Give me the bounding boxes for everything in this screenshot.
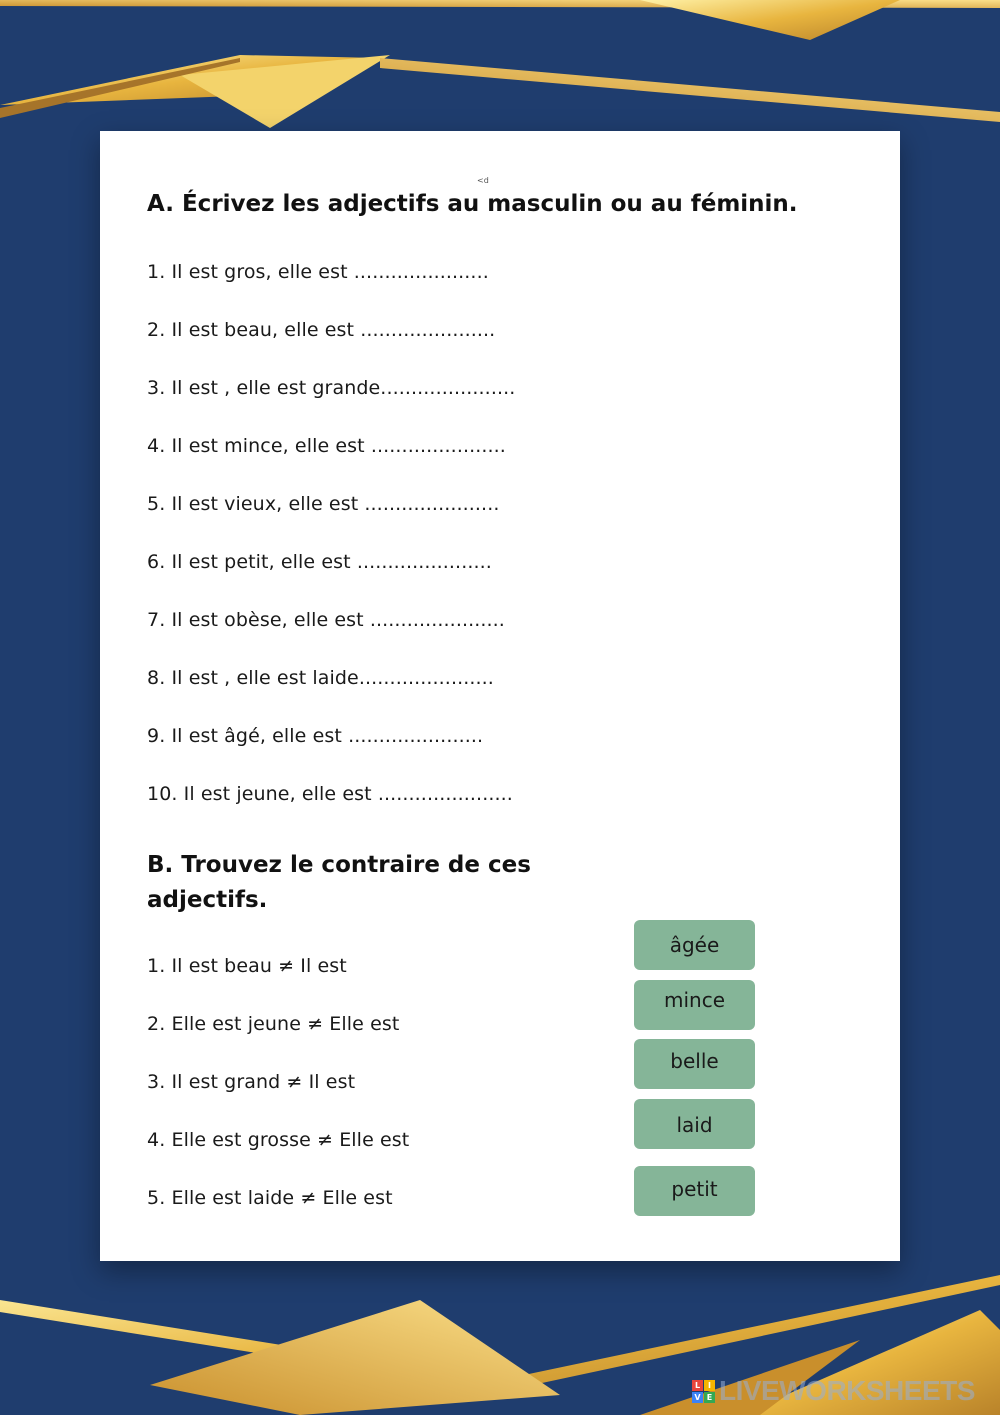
section-a-item: 4. Il est mince, elle est ...................... (147, 435, 506, 457)
section-a-item: 6. Il est petit, elle est ...................... (147, 551, 492, 573)
word-chip-mince[interactable]: mince (634, 980, 755, 1030)
section-a-title: A. Écrivez les adjectifs au masculin ou au féminin. (147, 191, 798, 217)
section-b-title (147, 848, 567, 918)
logo-letter: E (704, 1392, 715, 1403)
section-b-item: 2. Elle est jeune ≠ Elle est (147, 1013, 400, 1035)
section-b-title-line2: adjectifs. (147, 887, 268, 913)
section-a-item: 2. Il est beau, elle est ...................... (147, 319, 496, 341)
liveworksheets-brand[interactable] (692, 1377, 975, 1405)
section-b-item: 5. Elle est laide ≠ Elle est (147, 1187, 393, 1209)
section-a-item: 3. Il est , elle est grande...................... (147, 377, 516, 399)
word-chip-petit[interactable]: petit (634, 1166, 755, 1216)
logo-letter: V (692, 1392, 703, 1403)
section-a-item: 8. Il est , elle est laide...................... (147, 667, 494, 689)
section-b-item: 4. Elle est grosse ≠ Elle est (147, 1129, 410, 1151)
section-a-item: 7. Il est obèse, elle est ...................... (147, 609, 505, 631)
logo-letter: L (692, 1380, 703, 1391)
worksheet-page (100, 131, 900, 1261)
liveworksheets-logo-icon (692, 1380, 715, 1403)
section-a-item: 10. Il est jeune, elle est ...................... (147, 783, 513, 805)
section-b-item: 3. Il est grand ≠ Il est (147, 1071, 356, 1093)
section-a-item: 1. Il est gros, elle est ...................... (147, 261, 489, 283)
word-chip-belle[interactable]: belle (634, 1039, 755, 1089)
word-chip-laid[interactable]: laid (634, 1099, 755, 1149)
section-b-item: 1. Il est beau ≠ Il est (147, 955, 347, 977)
logo-letter: I (704, 1380, 715, 1391)
section-a-item: 9. Il est âgé, elle est ...................... (147, 725, 484, 747)
section-a-item: 5. Il est vieux, elle est ...................... (147, 493, 500, 515)
section-b-title-line1: B. Trouvez le contraire de ces (147, 852, 531, 878)
tiny-mark: <d (477, 176, 489, 185)
word-chip-agee[interactable]: âgée (634, 920, 755, 970)
liveworksheets-wordmark: LIVEWORKSHEETS (719, 1375, 975, 1406)
